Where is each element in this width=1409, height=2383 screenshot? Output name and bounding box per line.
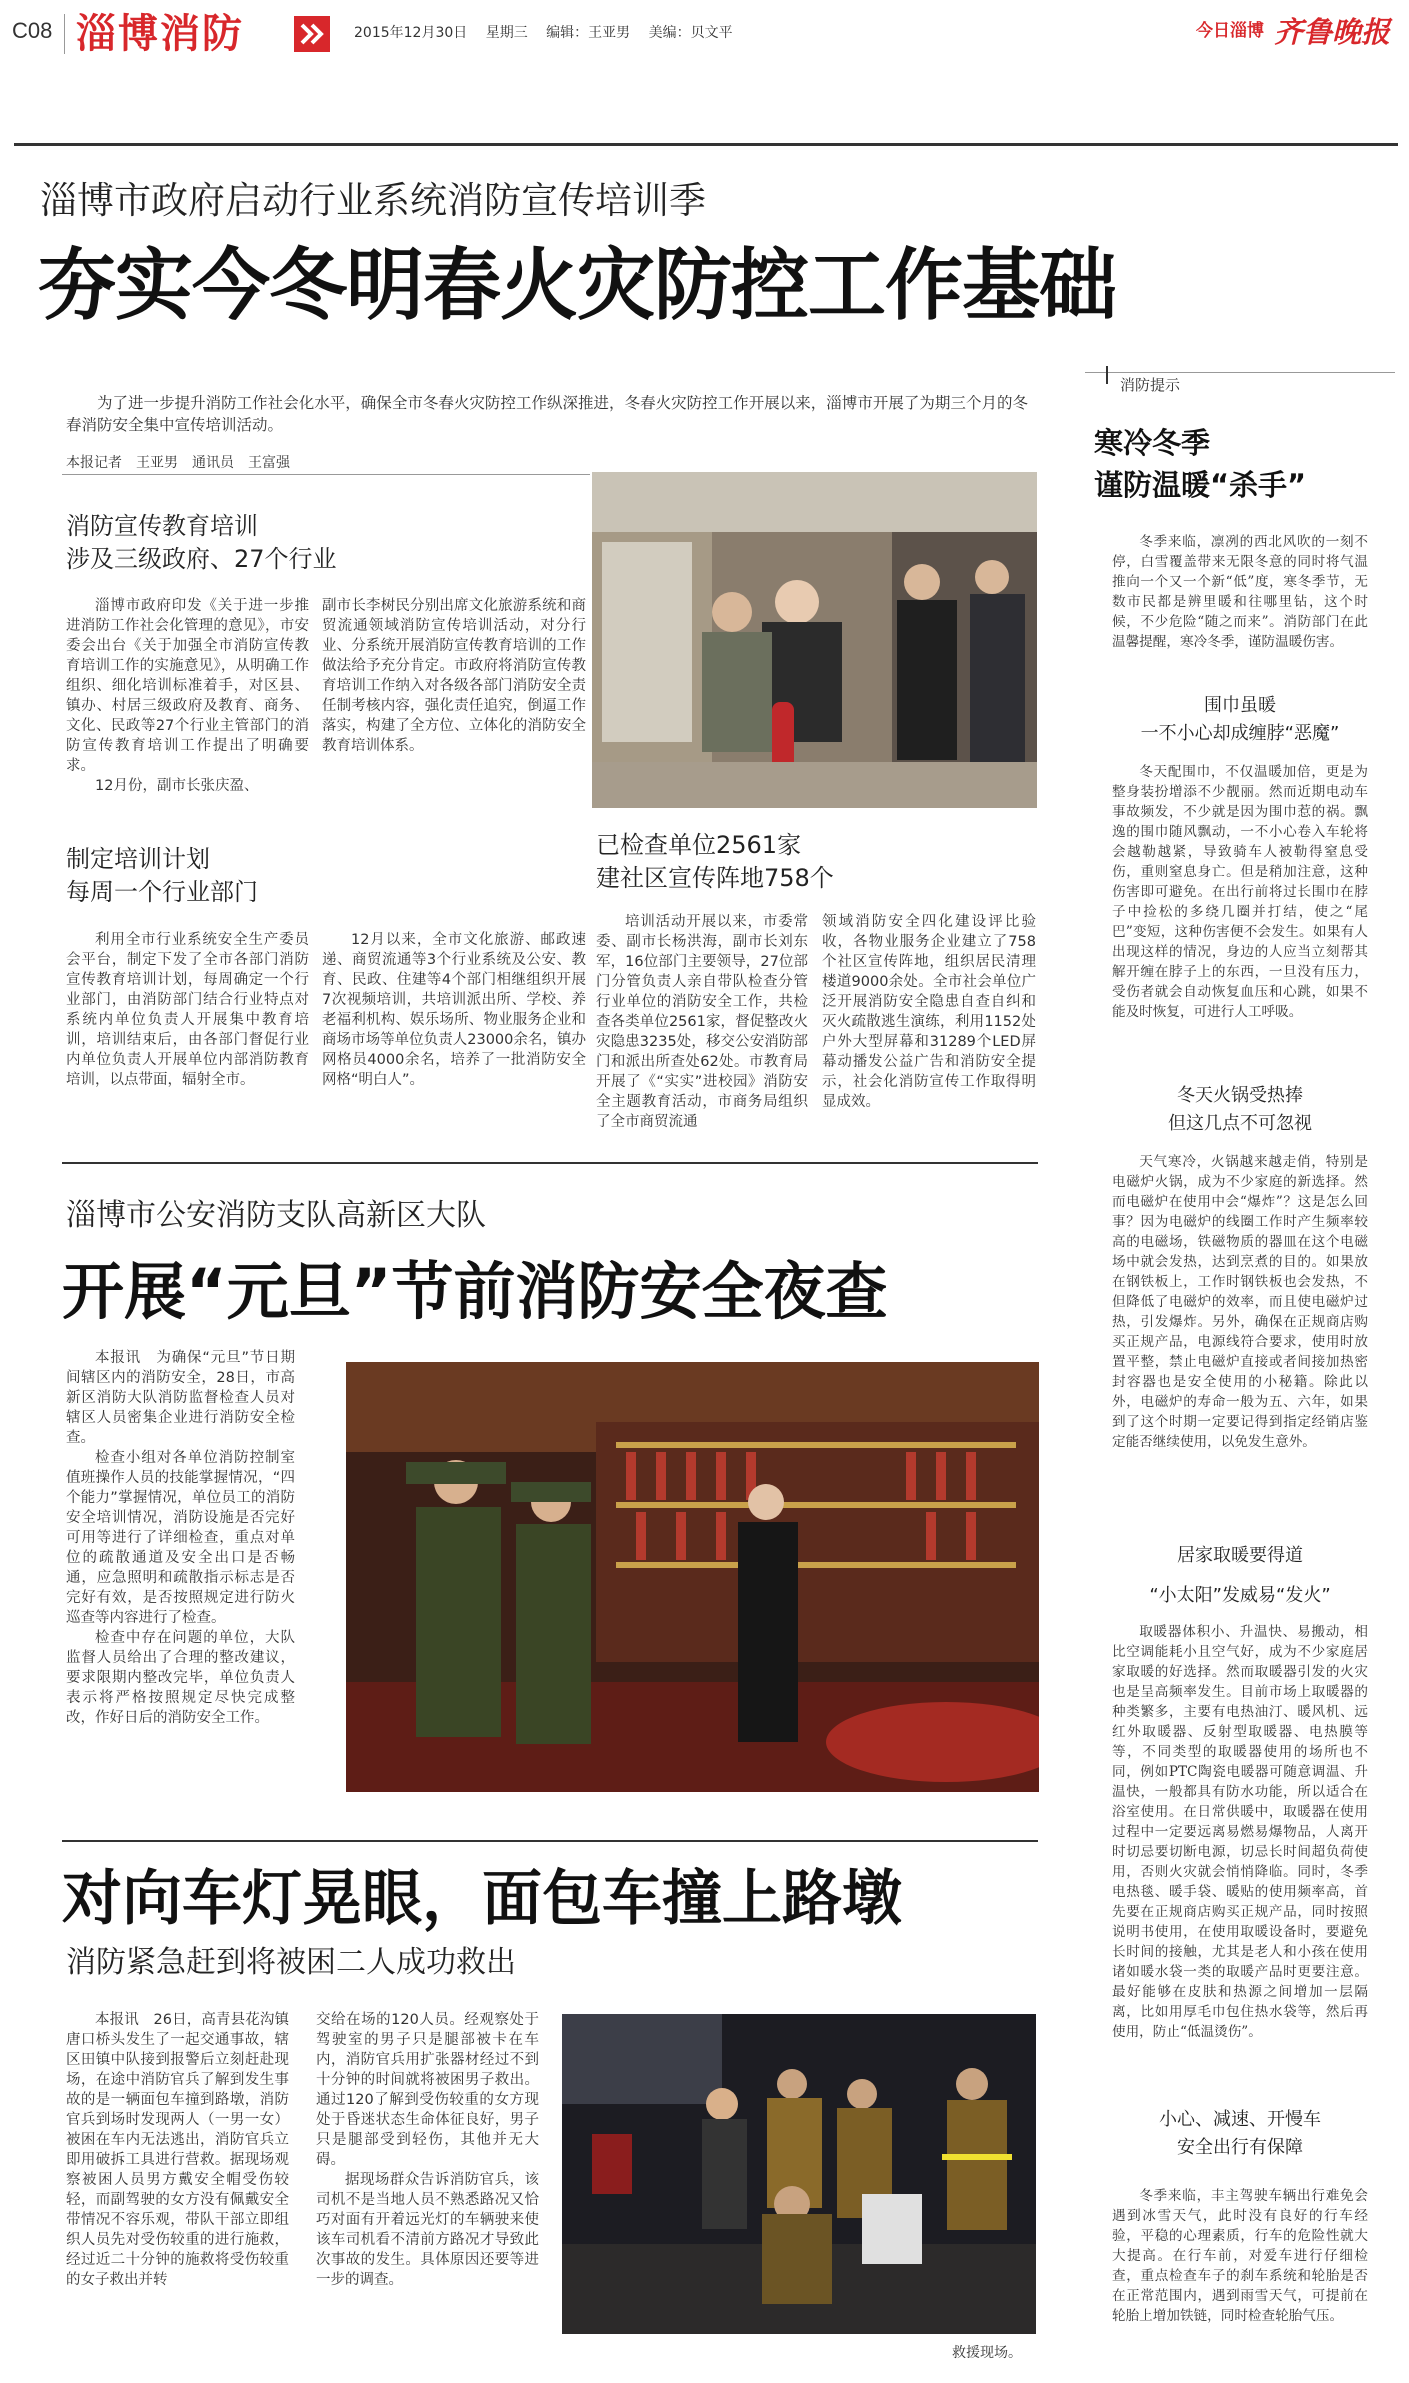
- article2-p3: 检查中存在问题的单位，大队监督人员给出了合理的整改建议，要求限期内整改完毕，单位负责人表示将严格按照规定尽快完成整改，作好日后的消防安全工作。: [66, 1630, 295, 1726]
- sidebar-s2-title: [1100, 1082, 1380, 1138]
- article1-sub2: [66, 843, 258, 909]
- brand-logo: 齐鲁晚报: [1274, 15, 1391, 49]
- article1-col2-bottom: [322, 930, 586, 1090]
- article1-end-rule: [62, 1162, 1038, 1164]
- page-number: C08: [12, 18, 53, 43]
- header-editor: 编辑：王亚男: [546, 25, 631, 41]
- sidebar-title-line2: 谨防温暖“杀手”: [1094, 468, 1307, 502]
- article3-p1: 本报讯 26日，高青县花沟镇唐口桥头发生了一起交通事故，辖区田镇中队接到报警后立刻赶赴现场，在途中消防官兵了解到发生事故的是一辆面包车撞到路墩，消防官兵到场时发现两人（一男一女）被困在车内无法逃出，消防官兵立即用破拆工具进行营救。据现场观察被困人员男方戴安全帽受伤较轻，而副驾驶的女方没有佩戴安全带情况不容乐观，带队干部立即组织人员先对受伤较重的进行施救，经过近二十分钟的施救将受伤较重的女子救出并转: [66, 2012, 289, 2288]
- article3-title: 对向车灯晃眼，面包车撞上路墩: [62, 1864, 902, 1934]
- article3-p2: 交给在场的120人员。经观察处于驾驶室的男子只是腿部被卡在车内，消防官兵用扩张器材经过不到十分钟的时间就将被困男子救出。通过120了解到受伤较重的女方现处于昏迷状态生命体征良好，男子只是腿部受到轻伤，其他并无大碍。: [316, 2012, 539, 2168]
- header-rule: [14, 143, 1398, 146]
- article1-lead: [66, 392, 1028, 436]
- sidebar-title: [1094, 422, 1306, 506]
- sidebar-s4-title: [1100, 2106, 1380, 2162]
- article1-photo: [592, 472, 1037, 808]
- sidebar-s4-line1: 小心、减速、开慢车: [1159, 2109, 1321, 2130]
- sidebar-s1-text: [1112, 762, 1368, 1022]
- sidebar-s1-line1: 围巾虽暖: [1204, 695, 1276, 716]
- sidebar-s2-text: [1112, 1152, 1368, 1452]
- article2-p1: 本报讯 为确保“元旦”节日期间辖区内的消防安全，28日，市高新区消防大队消防监督检查人员对辖区人员密集企业进行消防安全检查。: [66, 1350, 295, 1446]
- sidebar-s4-para: 冬季来临，丰主驾驶车辆出行难免会遇到冰雪天气，此时没有良好的行车经验，平稳的心理素质，行车的危险性就大大提高。在行车前，对爱车进行仔细检查，重点检查车子的刹车系统和轮胎是否在正常范围内，遇到雨雪天气，可提前在轮胎上增加铁链，同时检查轮胎气压。: [1112, 2188, 1368, 2324]
- article1-sub2-line2: 每周一个行业部门: [66, 878, 258, 906]
- header-info: [354, 22, 733, 42]
- article1-sub2-line1: 制定培训计划: [66, 845, 210, 873]
- article2-photo: [346, 1362, 1039, 1792]
- article2-title: 开展“元旦”节前消防安全夜查: [62, 1255, 888, 1328]
- article1-title: 夯实今冬明春火灾防控工作基础: [38, 241, 1117, 331]
- article1-col3-p1: 培训活动开展以来，市委常委、副市长杨洪海，副市长刘东军，16位部门主要领导，27位部门分管负责人亲自带队检查分管行业单位的消防安全工作，共检查各类单位2561家，督促整改火灾隐患3235处，移交公安消防部门和派出所查处62处。市教育局开展了《“实实”进校园》消防安全主题教育活动，市商务局组织了全市商贸流通: [596, 914, 808, 1130]
- sidebar-intro: [1112, 532, 1368, 652]
- article1-col3: [596, 912, 808, 1132]
- article3-subtitle: 消防紧急赶到将被困二人成功救出: [66, 1945, 516, 1980]
- article2-p2: 检查小组对各单位消防控制室值班操作人员的技能掌握情况，“四个能力”掌握情况，单位员工的消防安全培训情况，消防设施是否完好可用等进行了详细检查，重点对单位的疏散通道及安全出口是否畅通，应急照明和疏散指示标志是否完好有效，是否按照规定进行防火巡查等内容进行了检查。: [66, 1450, 295, 1626]
- article1-col4: [822, 912, 1036, 1112]
- sidebar-s3-text: [1112, 1622, 1368, 2042]
- article2-kicker: 淄博市公安消防支队高新区大队: [66, 1198, 486, 1233]
- header-designer: 美编：贝文平: [648, 25, 733, 41]
- sidebar-s3-line1: 居家取暖要得道: [1177, 1545, 1303, 1566]
- article1-sub1-line1: 消防宣传教育培训: [66, 512, 258, 540]
- sidebar-s4-line2: 安全出行有保障: [1177, 2137, 1303, 2158]
- article1-byline: 本报记者 王亚男 通讯员 王富强: [66, 455, 290, 471]
- article1-col4-p1: 领域消防安全四化建设评比验收，各物业服务企业建立了758个社区宣传阵地，组织居民清理楼道9000余处。全市社会单位广泛开展消防安全隐患自查自纠和灭火疏散逃生演练，利用1152处户外大型屏幕和31289个LED屏幕动播发公益广告和消防安全提示，社会化消防宣传工作取得明显成效。: [822, 914, 1036, 1110]
- article1-col1-p2: 12月份，副市长张庆盈、: [95, 778, 259, 794]
- sidebar-title-line1: 寒冷冬季: [1094, 426, 1211, 460]
- article3-caption: 救援现场。: [952, 2345, 1022, 2361]
- section-arrow-icon: [294, 16, 330, 52]
- sidebar-s3-title: [1100, 1536, 1380, 1616]
- sidebar-rule: [1085, 372, 1395, 373]
- header-divider: [64, 14, 65, 54]
- article1-col2-top: [322, 596, 586, 756]
- sidebar-s3-line2: “小太阳”发威易“发火”: [1149, 1585, 1331, 1606]
- article1-sub3-line1: 已检查单位2561家: [596, 831, 802, 859]
- sidebar-s1-line2: 一不小心却成缠脖“恶魔”: [1140, 723, 1340, 744]
- article1-col1-top: [66, 596, 309, 796]
- sidebar-s3-para: 取暖器体积小、升温快、易搬动，相比空调能耗小且空气好，成为不少家庭居家取暖的好选择。然而取暖器引发的火灾也是呈高频率发生。目前市场上取暖器的种类繁多，主要有电热油汀、暖风机、远红外取暖器、反射型取暖器、电热膜等等，不同类型的取暖器使用的场所也不同，例如PTC陶瓷电暖器可随意调温、升温快，一般都具有防水功能，所以适合在浴室使用。在日常供暖中，取暖器在使用过程中一定要远离易燃易爆物品，人离开时切忌要切断电源，切忌长时间超负荷使用，否则火灾就会悄悄降临。同时，冬季电热毯、暖手袋、暖贴的使用频率高，首先要在正规商店购买正规产品，同时按照说明书使用，在使用取暖设备时，要避免长时间的接触，尤其是老人和小孩在使用诸如暖水袋一类的取暖产品时更要注意。最好能够在皮肤和热源之间增加一层隔离，比如用厚毛巾包住热水袋等，然后再使用，防止“低温烫伤”。: [1112, 1624, 1368, 2040]
- article2-end-rule: [62, 1840, 1038, 1842]
- article3-col2: [316, 2010, 539, 2290]
- article2-body: [66, 1348, 295, 1728]
- header-weekday: 星期三: [485, 25, 528, 41]
- article1-kicker: 淄博市政府启动行业系统消防宣传培训季: [40, 179, 706, 222]
- sidebar-s2-line1: 冬天火锅受热捧: [1177, 1085, 1303, 1106]
- article3-col1: [66, 2010, 289, 2290]
- article1-sub3: [596, 829, 834, 895]
- sidebar-intro-text: 冬季来临，凛冽的西北风吹的一刻不停，白雪覆盖带来无限冬意的同时将气温推向一个又一个新“低”度，寒冬季节，无数市民都是辨里暖和往哪里钻，这个时候，不少危险“随之而来”。消防部门在此温馨提醒，寒冷冬季，谨防温暖伤害。: [1112, 534, 1368, 650]
- sidebar-tag: 消防提示: [1120, 376, 1181, 394]
- article1-col1-bottom: [66, 930, 309, 1090]
- sidebar-s2-line2: 但这几点不可忽视: [1168, 1113, 1312, 1134]
- article1-col2-p3: 12月以来，全市文化旅游、邮政速递、商贸流通等3个行业系统及公安、教育、民政、住建等4个部门相继组织开展7次视频培训，共培训派出所、学校、养老福利机构、娱乐场所、物业服务企业和商场市场等单位负责人23000余名，镇办网格员4000余名，培养了一批消防安全网格“明白人”。: [322, 932, 586, 1088]
- sidebar-s1-para: 冬天配围巾，不仅温暖加倍，更是为整身装扮增添不少靓丽。然而近期电动车事故频发，不少就是因为围巾惹的祸。飘逸的围巾随风飘动，一不小心卷入车轮将会越勒越紧，导致骑车人被勒得窒息受伤，重则窒息身亡。但是稍加注意，这种伤害即可避免。在出行前将过长围巾在脖子中捡松的多绕几圈并打结，使之“尾巴”变短，这种伤害便不会发生。如果有人出现这样的情况，身边的人应当立刻帮其解开缠在脖子上的东西，一旦没有压力，受伤者就会自动恢复血压和心跳，如果不能及时恢复，可进行人工呼吸。: [1112, 764, 1368, 1020]
- sidebar-tag-left-mark: [1106, 366, 1108, 384]
- article1-sub3-line2: 建社区宣传阵地758个: [596, 864, 834, 892]
- article3-photo: [562, 2014, 1036, 2334]
- article1-col1-p1: 淄博市政府印发《关于进一步推进消防工作社会化管理的意见》，市安委会出台《关于加强全市消防宣传教育培训工作的实施意见》，从明确工作组织、细化培训标准着手，对区县、镇办、村居三级政府及教育、商务、文化、民政等27个行业主管部门的消防宣传教育培训工作提出了明确要求。: [66, 598, 309, 774]
- article1-sub1: [66, 510, 337, 576]
- brand-small: 今日淄博: [1196, 21, 1264, 41]
- article1-lead-text: 为了进一步提升消防工作社会化水平，确保全市冬春火灾防控工作纵深推进，冬春火灾防控工作开展以来，淄博市开展了为期三个月的冬春消防安全集中宣传培训活动。: [66, 394, 1028, 434]
- article1-col1-p3: 利用全市行业系统安全生产委员会平台，制定下发了全市各部门消防宣传教育培训计划，每周确定一个行业部门，由消防部门结合行业特点对系统内单位负责人开展集中教育培训，培训结束后，由各部门督促行业内单位负责人开展单位内部消防教育培训，以点带面，辐射全市。: [66, 932, 309, 1088]
- sidebar-s4-text: [1112, 2186, 1368, 2326]
- article3-p3: 据现场群众告诉消防官兵，该司机不是当地人员不熟悉路况又恰巧对面有开着远光灯的车辆驶来使该车司机看不清前方路况才导致此次事故的发生。具体原因还要等进一步的调查。: [316, 2172, 539, 2288]
- sidebar-s1-title: [1100, 692, 1380, 748]
- header-date: 2015年12月30日: [354, 25, 468, 41]
- section-title: 淄博消防: [76, 11, 244, 57]
- night-inspection-photo-icon: [346, 1362, 1039, 1792]
- rescue-scene-photo-icon: [562, 2014, 1036, 2334]
- article1-lead-rule: [62, 474, 590, 475]
- article1-col2-p1: 副市长李树民分别出席文化旅游系统和商贸流通领域消防宣传培训活动，对分行业、分系统开展消防宣传教育培训的工作做法给予充分肯定。市政府将消防宣传教育培训工作纳入对各级各部门消防安全责任制考核内容，强化责任追究，倒逼工作落实，构建了全方位、立体化的消防安全教育培训体系。: [322, 598, 586, 754]
- sidebar-s2-para: 天气寒冷，火锅越来越走俏，特别是电磁炉火锅，成为不少家庭的新选择。然而电磁炉在使用中会“爆炸”？这是怎么回事？因为电磁炉的线圈工作时产生频率较高的电磁场，铁磁物质的器皿在这个电磁场中就会发热，达到烹煮的目的。如果放在钢铁板上，工作时钢铁板也会发热，不但降低了电磁炉的效率，而且使电磁炉过热，引发爆炸。另外，确保在正规商店购买正规产品，电源线符合要求，使用时放置平整，禁止电磁炉直接或者间接加热密封容器也是安全使用的小秘籍。除此以外，电磁炉的寿命一般为五、六年，如果到了这个时期一定要记得到指定经销店鉴定能否继续使用，以免发生意外。: [1112, 1154, 1368, 1450]
- article1-sub1-line2: 涉及三级政府、27个行业: [66, 545, 337, 573]
- fire-drill-photo-icon: [592, 472, 1037, 808]
